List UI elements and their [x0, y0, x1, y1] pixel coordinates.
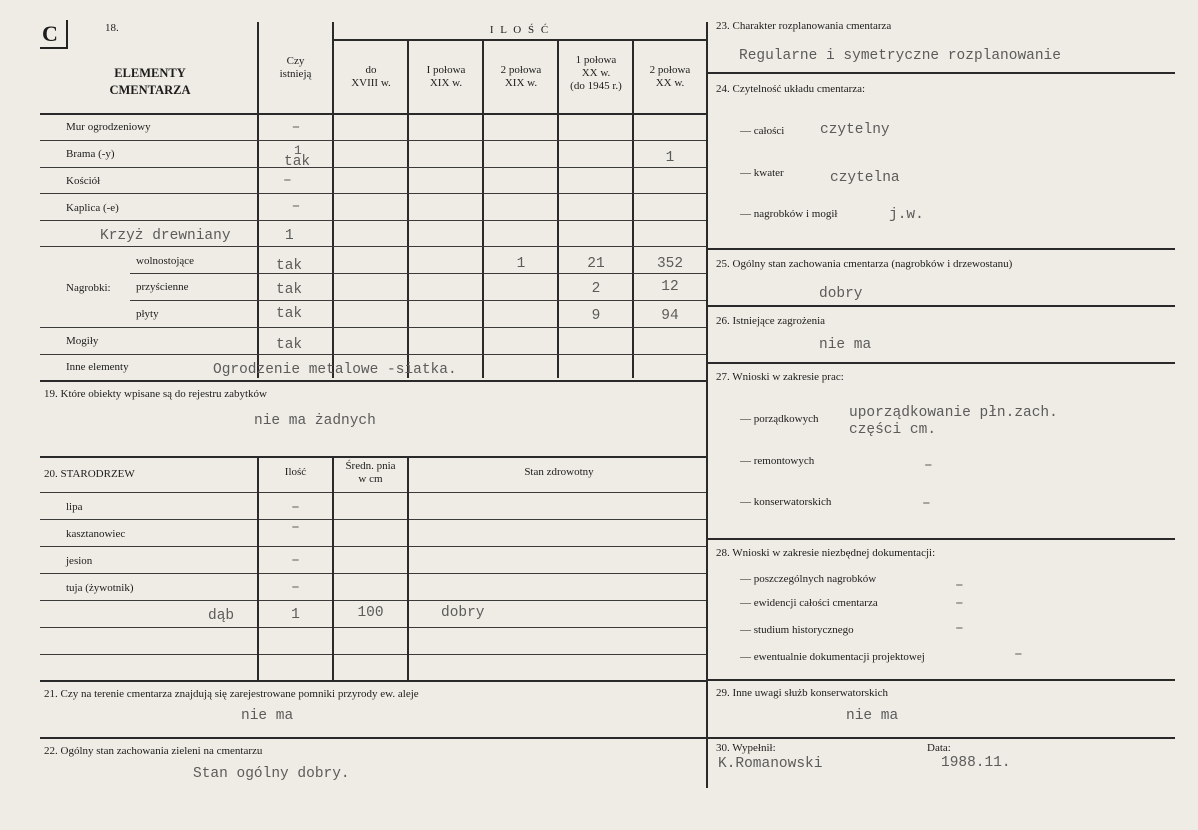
grid-line: [707, 538, 1175, 540]
s20-label: 20. STARODRZEW: [44, 468, 135, 480]
s28-item-label: — poszczególnych nagrobków: [740, 573, 877, 585]
s18-inne-typed: Ogrodzenie metalowe -siatka.: [213, 362, 457, 378]
s18-czy-value: tak: [276, 282, 303, 298]
grid-line: [40, 380, 707, 382]
grid-line: [707, 72, 1175, 74]
s20-tree-typed: dąb: [208, 608, 235, 624]
s18-sub-label: przyścienne: [136, 281, 189, 293]
s18-qty: 94: [661, 308, 679, 324]
s21-label: 21. Czy na terenie cmentarza znajdują się zarejestrowane pomniki przyrody ew. aleje: [44, 688, 419, 700]
grid-line: [332, 456, 334, 680]
s18-sub-label: wolnostojące: [136, 255, 195, 267]
s20-ilosc-value: –: [291, 580, 300, 596]
grid-line: [40, 167, 707, 168]
grid-line: [333, 39, 707, 41]
s18-czy-value: –: [291, 199, 301, 215]
s21-value: nie ma: [241, 708, 294, 724]
s22-label: 22. Ogólny stan zachowania zieleni na cmentarzu: [44, 745, 263, 757]
grid-line: [40, 354, 707, 355]
s18-header-1: ELEMENTY: [114, 66, 186, 80]
s25-label: 25. Ogólny stan zachowania cmentarza (nagrobków i drzewostanu): [716, 258, 1013, 270]
section-letter: C: [42, 21, 58, 46]
s18-number: 18.: [105, 22, 119, 34]
s30-date-value: 1988.11.: [941, 755, 1011, 771]
s27-item-value: uporządkowanie płn.zach. części cm.: [849, 405, 1058, 438]
grid-line: [707, 305, 1175, 307]
s18-czy-value: tak: [276, 337, 303, 353]
s18-col-2: 2 połowa XIX w.: [500, 64, 542, 89]
s27-item-label: — konserwatorskich: [740, 496, 832, 508]
s18-qty: 1: [665, 150, 675, 166]
s26-value: nie ma: [819, 337, 872, 353]
s18-col-3: 1 połowa XX w. (do 1945 r.): [570, 54, 622, 92]
s18-qty: 12: [661, 279, 679, 295]
s18-sub-label: płyty: [136, 308, 159, 320]
s19-value: nie ma żadnych: [254, 413, 376, 429]
s29-label: 29. Inne uwagi służb konserwatorskich: [716, 687, 888, 699]
grid-line: [130, 300, 707, 301]
s28-item-value: –: [955, 596, 964, 612]
grid-line: [40, 737, 707, 739]
grid-line: [40, 680, 707, 682]
s18-header-2: CMENTARZA: [109, 83, 191, 97]
s20-col-stan: Stan zdrowotny: [524, 466, 594, 478]
grid-line: [40, 327, 707, 328]
center-divider: [706, 22, 708, 788]
s29-value: nie ma: [846, 708, 899, 724]
s24-item-value: czytelny: [820, 122, 890, 138]
s18-qty: 21: [587, 256, 605, 272]
s19-label: 19. Które obiekty wpisane są do rejestru zabytków: [44, 388, 267, 400]
s20-col-sredn: Średn. pnia w cm: [345, 460, 396, 485]
s18-row-label: Mur ogrodzeniowy: [66, 121, 151, 133]
grid-line: [407, 456, 409, 680]
s18-qty: 2: [591, 281, 601, 297]
grid-line: [40, 573, 707, 574]
s20-sredn-value: 100: [357, 605, 384, 621]
s28-label: 28. Wnioski w zakresie niezbędnej dokumentacji:: [716, 547, 936, 559]
s18-row-label: Inne elementy: [66, 361, 129, 373]
grid-line: [707, 679, 1175, 681]
s20-ilosc-value: –: [291, 500, 300, 516]
s28-item-label: — ewentualnie dokumentacji projektowej: [740, 651, 925, 663]
grid-line: [40, 193, 707, 194]
s28-item-label: — ewidencji całości cmentarza: [740, 597, 878, 609]
s18-czy-value: –: [291, 120, 301, 136]
s18-czy-value: tak: [276, 306, 303, 322]
s23-value: Regularne i symetryczne rozplanowanie: [739, 48, 1061, 64]
s18-row-label: Mogiły: [66, 335, 99, 347]
s24-label: 24. Czytelność układu cmentarza:: [716, 83, 866, 95]
grid-line: [40, 246, 707, 247]
s30-date-label: Data:: [927, 742, 951, 754]
s23-label: 23. Charakter rozplanowania cmentarza: [716, 20, 892, 32]
s24-item-label: — kwater: [740, 167, 784, 179]
s18-col-1: I połowa XIX w.: [426, 64, 466, 89]
s25-value: dobry: [819, 286, 863, 302]
s28-item-value: –: [955, 578, 964, 594]
s30-label: 30. Wypełnił:: [716, 742, 776, 754]
s24-item-label: — całości: [740, 125, 785, 137]
s18-col-4: 2 połowa XX w.: [649, 64, 691, 89]
s18-row-label: Kaplica (-e): [66, 202, 119, 214]
grid-line: [40, 519, 707, 520]
grid-line: [707, 362, 1175, 364]
s27-label: 27. Wnioski w zakresie prac:: [716, 371, 844, 383]
s18-qty: 352: [656, 256, 684, 272]
grid-line: [707, 737, 1175, 739]
s18-col-czy: Czy istnieją: [279, 55, 312, 80]
s18-czy-value: –: [283, 173, 292, 189]
grid-line: [40, 600, 707, 601]
grid-line: [40, 492, 707, 493]
s20-ilosc-value: –: [291, 520, 300, 536]
s18-ilosc-header: I L O Ś Ć: [489, 24, 551, 36]
s24-item-value: czytelna: [830, 170, 900, 186]
s30-value: K.Romanowski: [718, 756, 823, 772]
s18-czy-value: tak: [276, 258, 303, 274]
s20-col-ilosc: Ilość: [284, 466, 307, 478]
s24-item-label: — nagrobków i mogił: [740, 208, 838, 220]
s28-item-label: — studium historycznego: [740, 624, 854, 636]
s20-tree-name: jesion: [66, 555, 93, 567]
s27-item-value: –: [922, 496, 931, 512]
s22-value: Stan ogólny dobry.: [193, 766, 350, 782]
s18-czy-value: tak: [284, 154, 311, 170]
s27-item-label: — remontowych: [740, 455, 815, 467]
s18-qty: 1: [516, 256, 526, 272]
s18-row-label: Brama (-y): [66, 148, 115, 160]
s18-nagrobki-label: Nagrobki:: [66, 282, 111, 294]
grid-line: [40, 113, 707, 115]
s20-tree-name: lipa: [66, 501, 83, 513]
s20-tree-name: kasztanowiec: [66, 528, 126, 540]
grid-line: [40, 654, 707, 655]
grid-line: [707, 248, 1175, 250]
grid-line: [40, 546, 707, 547]
s20-ilosc-value: 1: [291, 607, 300, 623]
s26-label: 26. Istniejące zagrożenia: [716, 315, 826, 327]
grid-line: [40, 140, 707, 141]
grid-line: [40, 627, 707, 628]
s18-czy-value: 1: [285, 228, 294, 244]
s18-row-typed-label: Krzyż drewniany: [100, 228, 231, 244]
s20-stan-value: dobry: [441, 605, 485, 621]
grid-line: [130, 273, 707, 274]
s27-item-value: –: [924, 458, 933, 474]
s20-tree-name: tuja (żywotnik): [66, 582, 134, 594]
s28-item-value: –: [955, 621, 964, 637]
s24-item-value: j.w.: [889, 207, 924, 223]
s18-col-0: do XVIII w.: [351, 64, 391, 89]
grid-line: [40, 220, 707, 221]
s18-czy-over: 1: [294, 143, 302, 158]
s18-qty: 9: [591, 308, 601, 324]
grid-line: [40, 456, 707, 458]
s27-item-label: — porządkowych: [740, 413, 819, 425]
s28-item-value: –: [1014, 647, 1023, 663]
s18-row-label: Kościół: [66, 175, 101, 187]
s20-ilosc-value: –: [291, 553, 300, 569]
